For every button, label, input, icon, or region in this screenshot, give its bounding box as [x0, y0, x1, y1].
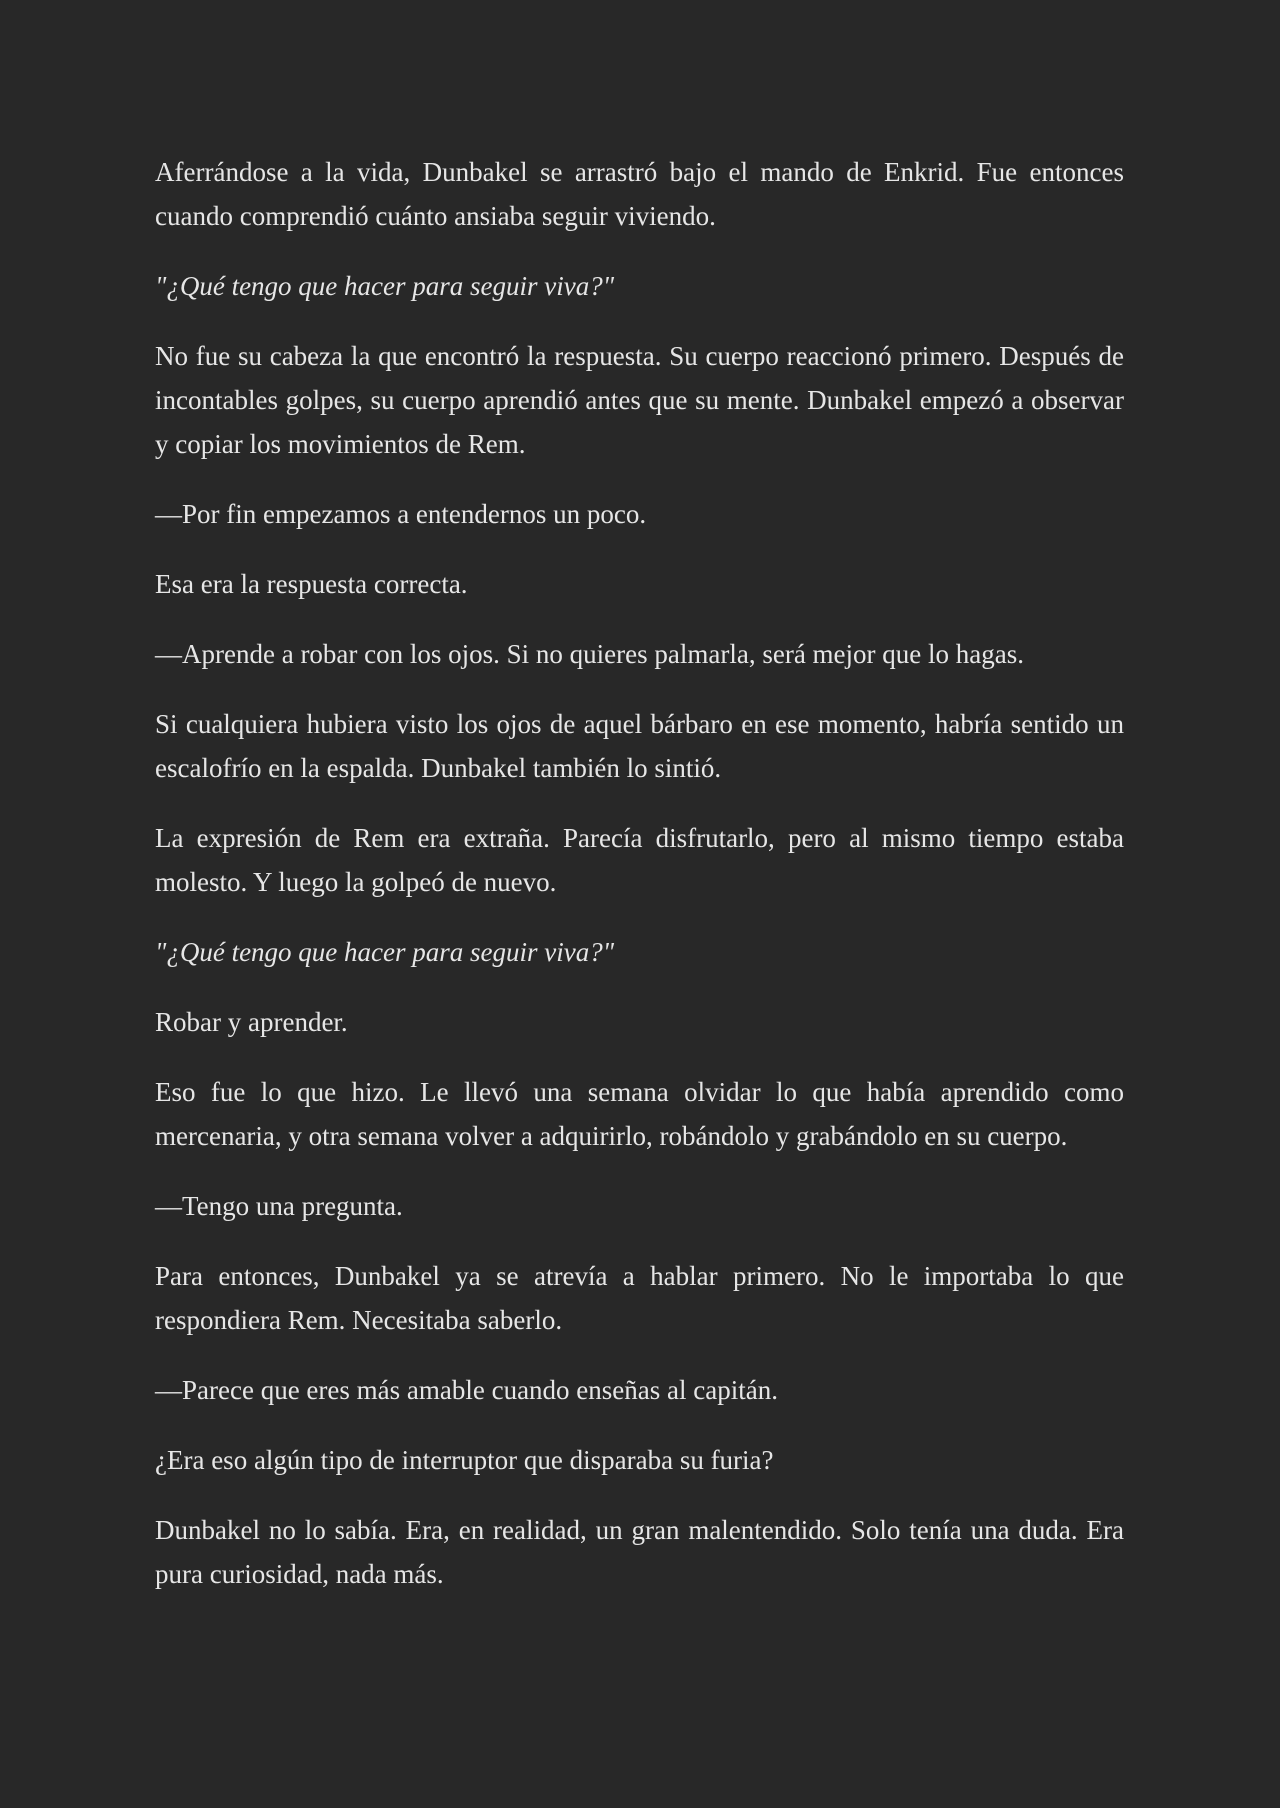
paragraph-thought: "¿Qué tengo que hacer para seguir viva?": [155, 271, 615, 301]
paragraph: Aferrándose a la vida, Dunbakel se arrastró bajo el mando de Enkrid. Fue entonces cuando comprendió cuánto ansiaba seguir viviendo.: [155, 157, 1124, 231]
paragraph: Para entonces, Dunbakel ya se atrevía a hablar primero. No le importaba lo que respondiera Rem. Necesitaba saberlo.: [155, 1261, 1124, 1335]
paragraph-thought: "¿Qué tengo que hacer para seguir viva?": [155, 937, 615, 967]
paragraph: La expresión de Rem era extraña. Parecía disfrutarlo, pero al mismo tiempo estaba molesto. Y luego la golpeó de nuevo.: [155, 823, 1124, 897]
paragraph-dialogue: —Tengo una pregunta.: [155, 1191, 403, 1221]
paragraph: Si cualquiera hubiera visto los ojos de aquel bárbaro en ese momento, habría sentido un escalofrío en la espalda. Dunbakel también lo sintió.: [155, 709, 1124, 783]
document-page: [155, 150, 1124, 1622]
paragraph: Eso fue lo que hizo. Le llevó una semana olvidar lo que había aprendido como mercenaria, y otra semana volver a adquirirlo, robándolo y grabándolo en su cuerpo.: [155, 1077, 1124, 1151]
paragraph: ¿Era eso algún tipo de interruptor que disparaba su furia?: [155, 1445, 774, 1475]
paragraph: Dunbakel no lo sabía. Era, en realidad, un gran malentendido. Solo tenía una duda. Era pura curiosidad, nada más.: [155, 1515, 1124, 1589]
paragraph-dialogue: —Aprende a robar con los ojos. Si no quieres palmarla, será mejor que lo hagas.: [155, 639, 1024, 669]
paragraph: Robar y aprender.: [155, 1007, 348, 1037]
paragraph: Esa era la respuesta correcta.: [155, 569, 468, 599]
paragraph-dialogue: —Parece que eres más amable cuando enseñas al capitán.: [155, 1375, 778, 1405]
paragraph: No fue su cabeza la que encontró la respuesta. Su cuerpo reaccionó primero. Después de incontables golpes, su cuerpo aprendió antes que su mente. Dunbakel empezó a observar y copiar los movimientos de Rem.: [155, 341, 1124, 459]
paragraph-dialogue: —Por fin empezamos a entendernos un poco.: [155, 499, 647, 529]
